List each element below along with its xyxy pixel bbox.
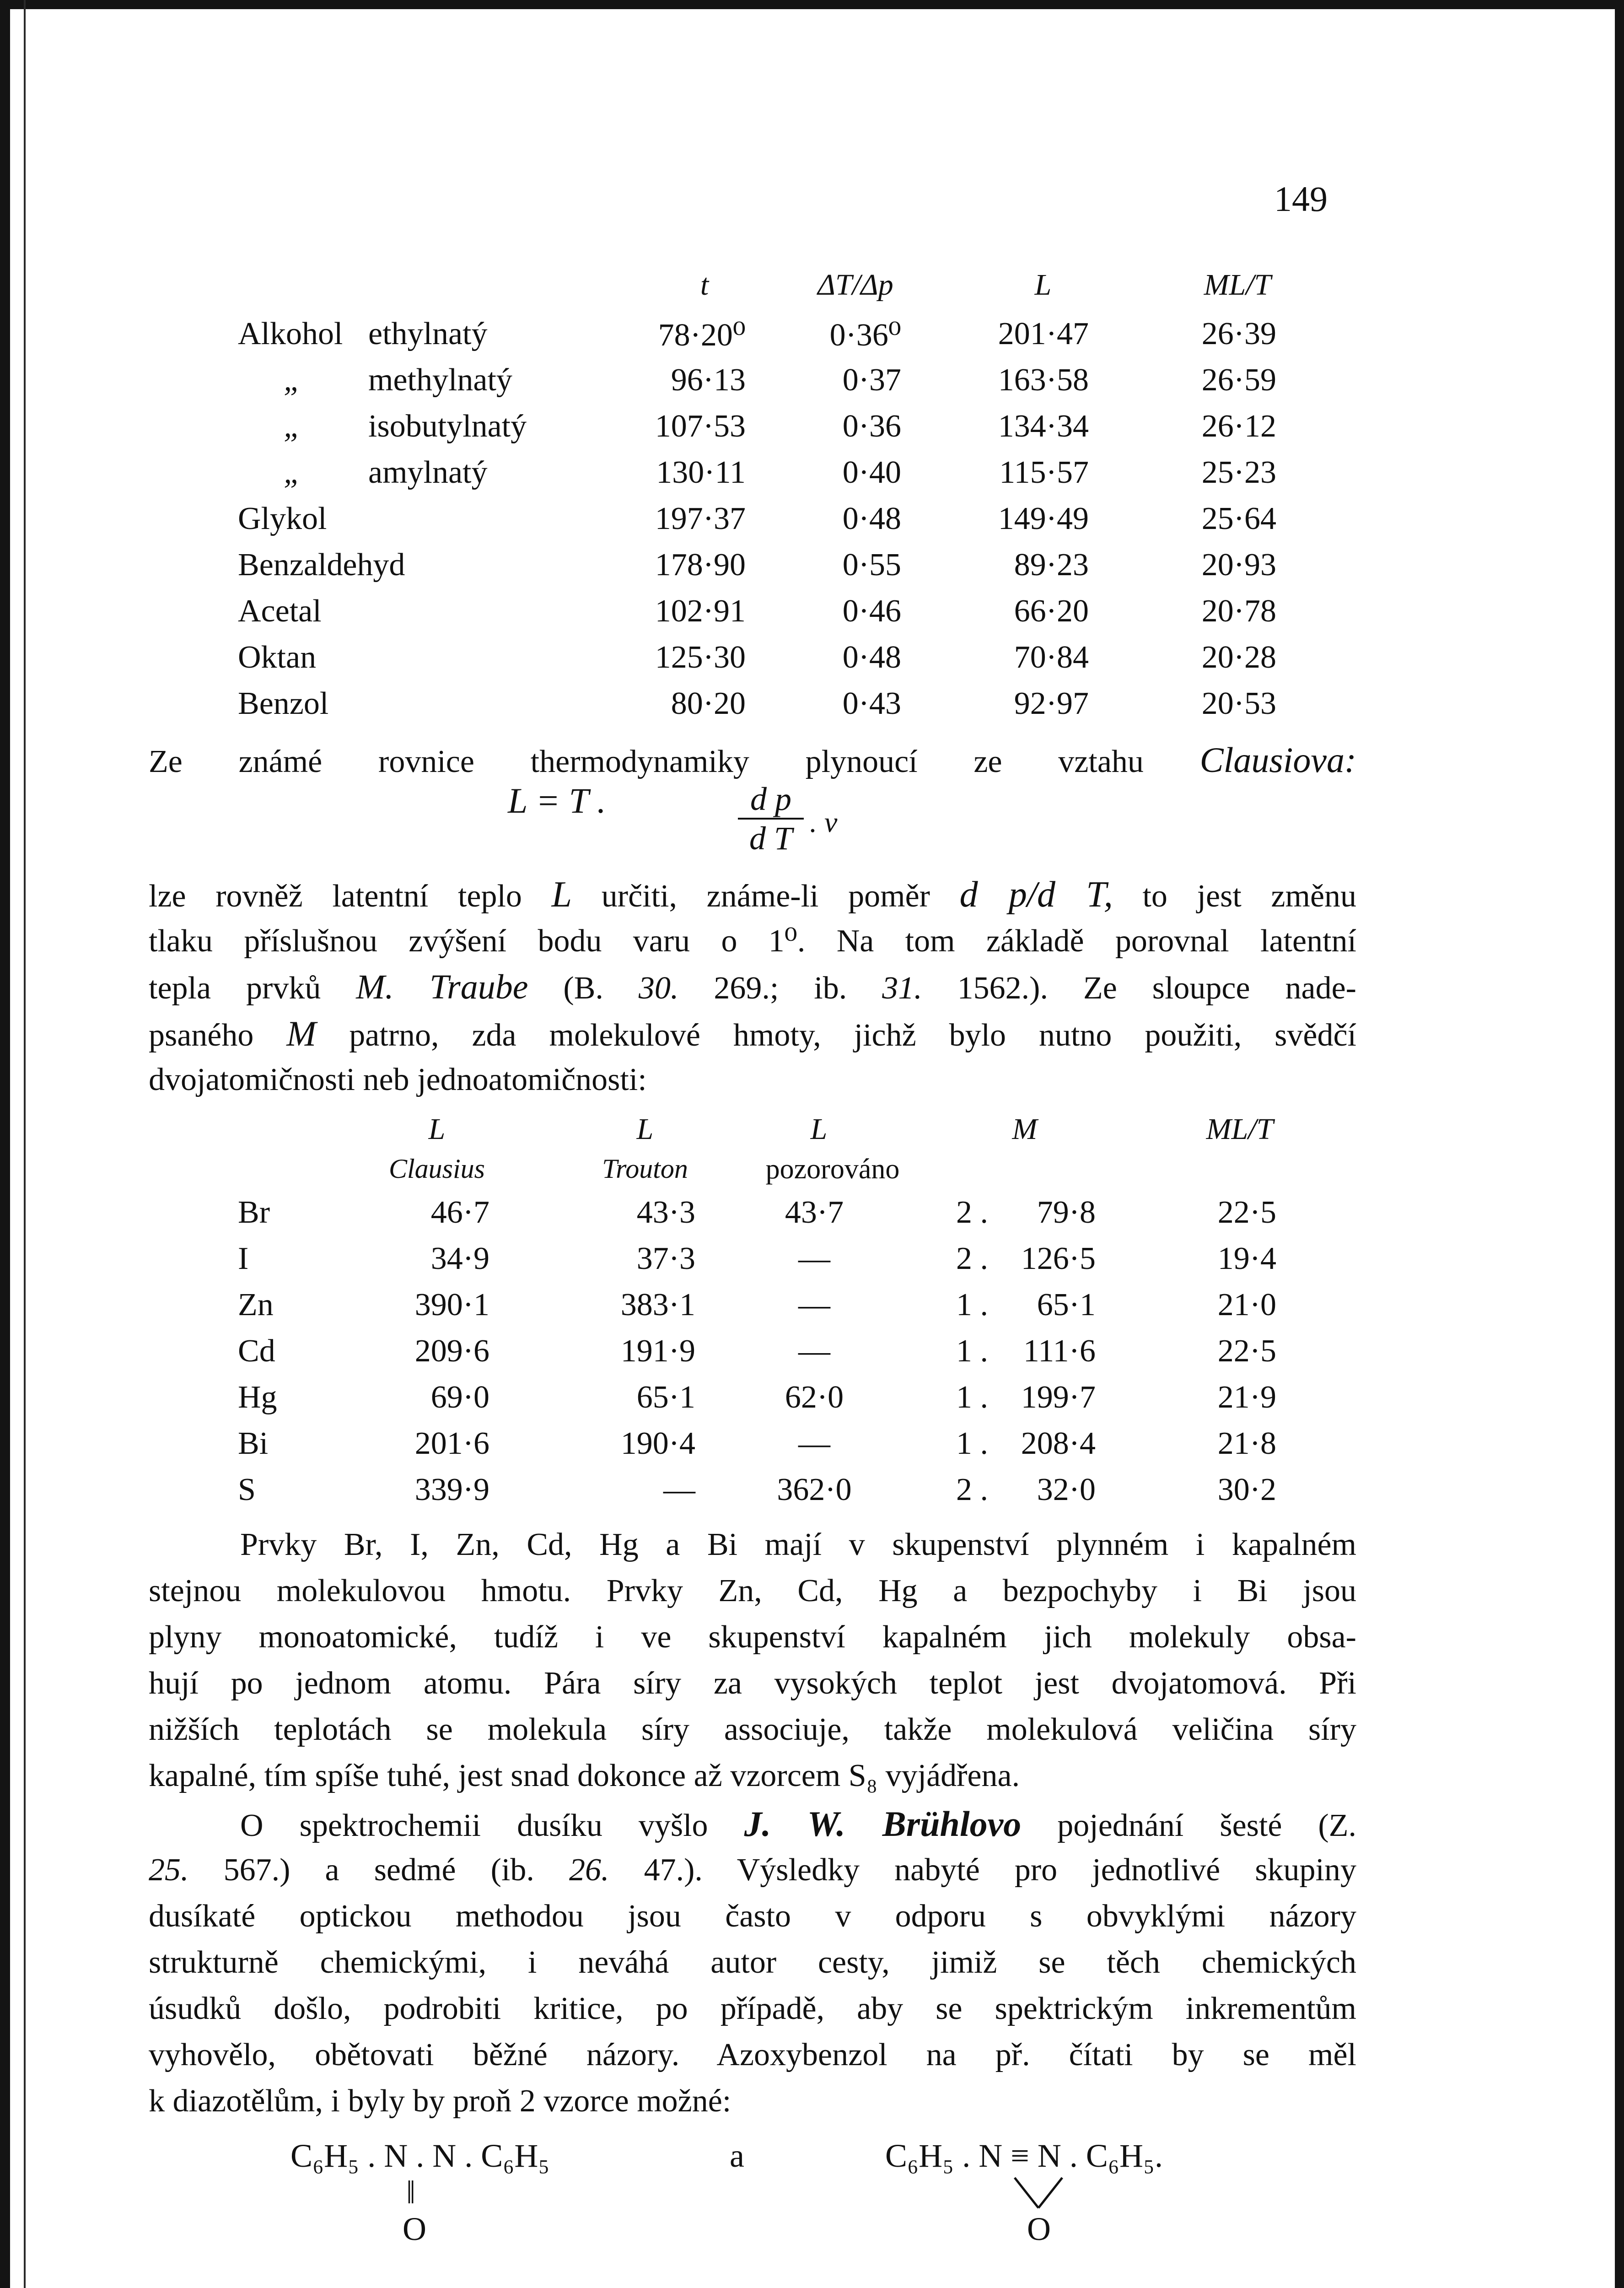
text-line [149, 1847, 1356, 1893]
cell-L: 89·23 [1014, 547, 1089, 583]
text-line [149, 1010, 1356, 1057]
text-line [149, 2032, 1356, 2078]
cell-t: 125·30 [655, 640, 746, 675]
oxygen-bridge-lines [1011, 2176, 1066, 2212]
subheader-observed: pozorováno [765, 1154, 900, 1185]
text-line [149, 872, 1356, 918]
cell-dt-dp: 0·40 [842, 455, 901, 490]
compound-name: Benzaldehyd [238, 547, 405, 583]
compound-variant: amylnatý [368, 455, 488, 490]
author-bruhl: J. W. Brühlovo [744, 1804, 1022, 1844]
symbol-L: L [551, 874, 572, 915]
text-run: 47.). Výsledky nabyté pro jednotlivé skupiny [609, 1852, 1357, 1888]
cell-observed: 62·0 [785, 1380, 844, 1415]
cell-trouton: 65·1 [636, 1380, 695, 1415]
col-header-ml-t: ML/T [1206, 1112, 1274, 1146]
text-run: pojednání šesté (Z. [1021, 1808, 1356, 1843]
cell-ml-t: 26·59 [1201, 362, 1276, 398]
cell-L: 70·84 [1014, 640, 1089, 675]
text-line [149, 1986, 1356, 2032]
cell-t: 102·91 [655, 594, 746, 629]
cell-atom-count: 2 . [956, 1195, 988, 1230]
text-line [149, 1801, 1356, 1847]
cell-atomic-weight: 79·8 [1037, 1195, 1096, 1230]
cell-ml-t: 20·28 [1201, 640, 1276, 675]
cell-dt-dp: 0·46 [842, 594, 901, 629]
cell-L: 163·58 [998, 362, 1089, 398]
col-header-L: L [1034, 268, 1052, 302]
subheader-clausius: Clausius [388, 1154, 485, 1184]
compound-variant: methylnatý [368, 362, 512, 398]
element-symbol: Cd [238, 1333, 275, 1369]
cell-clausius: 209·6 [414, 1333, 489, 1369]
text-line [149, 2078, 1356, 2124]
text-line: hují po jednom atomu. Pára síry za vysokých teplot jest dvojatomová. Při [149, 1666, 1356, 1701]
compound-variant: isobutylnatý [368, 409, 527, 444]
cell-ml-t: 30·2 [1217, 1472, 1276, 1507]
cell-dt-dp: 0·55 [842, 547, 901, 583]
cell-t: 178·90 [655, 547, 746, 583]
col-header-L-observed: L [810, 1112, 828, 1146]
subheader-trouton: Trouton [602, 1154, 688, 1184]
text-run: 567.) a sedmé (ib. [188, 1852, 569, 1888]
element-symbol: Br [238, 1195, 270, 1230]
cell-t: 96·13 [671, 362, 746, 398]
cell-ml-t: 26·12 [1201, 409, 1276, 444]
fraction-numerator: d p [750, 781, 791, 817]
cell-atomic-weight: 65·1 [1037, 1287, 1096, 1322]
formula-conjunction: a [730, 2137, 744, 2174]
cell-trouton: — [663, 1472, 695, 1507]
element-symbol: Zn [238, 1287, 274, 1322]
text-run: tlaku příslušnou zvýšení bodu varu o 1⁰. Na tom základě porovnal latentní [149, 923, 1356, 959]
cell-observed: 362·0 [777, 1472, 852, 1507]
cell-atom-count: 1 . [956, 1287, 988, 1322]
cell-t: 197·37 [655, 501, 746, 536]
col-header-L-trouton: L [636, 1112, 654, 1146]
scan-border-top [0, 0, 1624, 9]
latent-heat-table-body [0, 316, 1624, 728]
cell-clausius: 390·1 [414, 1287, 489, 1322]
cell-t: 107·53 [655, 409, 746, 444]
cell-trouton: 190·4 [620, 1426, 695, 1461]
text-line [149, 737, 1356, 783]
cell-dt-dp: 0·48 [842, 640, 901, 675]
col-header-t: t [700, 268, 709, 302]
fraction-denominator: d T [749, 820, 793, 857]
compound-name: „ [284, 409, 301, 444]
cell-atomic-weight: 111·6 [1023, 1333, 1096, 1369]
oxygen-left: O [403, 2211, 426, 2247]
element-symbol: S [238, 1472, 256, 1507]
cell-L: 66·20 [1014, 594, 1089, 629]
compound-name: Alkohol [238, 316, 343, 351]
azoxy-formula-left: C₆H₅ . N . N . C₆H₅ [290, 2137, 550, 2174]
cell-ml-t: 20·53 [1201, 686, 1276, 721]
oxygen-right: O [1027, 2211, 1051, 2247]
azoxy-formula-right: C₆H₅ . N ≡ N . C₆H₅. [885, 2137, 1163, 2174]
text-line [149, 964, 1356, 1010]
symbol-dp-dt: d p/d T, [959, 874, 1113, 915]
cell-L: 149·49 [998, 501, 1089, 536]
intro-text: Ze známé rovnice thermodynamiky plynoucí ze vztahu [149, 744, 1200, 779]
cell-ml-t: 19·4 [1217, 1241, 1276, 1276]
equation-rhs: . v [810, 806, 838, 838]
text-line: plyny monoatomické, tudíž i ve skupenství kapalném jich molekuly obsa- [149, 1619, 1356, 1655]
cell-atomic-weight: 199·7 [1021, 1380, 1096, 1415]
volume-number: 31. [882, 971, 922, 1006]
element-symbol: Bi [238, 1426, 269, 1461]
cell-t: 80·20 [671, 686, 746, 721]
text-line [149, 1057, 1356, 1103]
cell-trouton: 43·3 [636, 1195, 695, 1230]
compound-name: „ [284, 362, 301, 398]
text-run: 1562.). Ze sloupce nade- [922, 971, 1356, 1006]
paragraph-3 [149, 1801, 1356, 2124]
text-run: patrno, zda molekulové hmoty, jichž bylo nutno použiti, svědčí [316, 1018, 1356, 1053]
compound-variant: ethylnatý [368, 316, 488, 351]
cell-observed: 43·7 [785, 1195, 844, 1230]
cell-atom-count: 2 . [956, 1241, 988, 1276]
equation-fraction [734, 780, 807, 858]
cell-t: 78·20⁰ [658, 318, 746, 353]
volume-number: 26. [569, 1852, 609, 1888]
text-line [149, 918, 1356, 964]
text-run: to jest změnu [1113, 879, 1357, 914]
paragraph-2 [149, 1522, 1356, 1799]
cell-observed: — [798, 1287, 830, 1322]
text-line: nižších teplotách se molekula síry associuje, takže molekulová veličina síry [149, 1712, 1356, 1747]
cell-ml-t: 22·5 [1217, 1333, 1276, 1369]
text-line [149, 1939, 1356, 1986]
element-symbol: I [238, 1241, 249, 1276]
cell-observed: — [798, 1241, 830, 1276]
text-run: dusíkaté optickou methodou jsou často v odporu s obvyklými názory [149, 1899, 1356, 1934]
cell-clausius: 69·0 [430, 1380, 489, 1415]
text-run: 269.; ib. [678, 971, 882, 1006]
cell-clausius: 339·9 [414, 1472, 489, 1507]
clausius-name: Clausiova: [1199, 740, 1356, 780]
text-run: úsudků došlo, podrobiti kritice, po případě, aby se spektrickým inkrementům [149, 1991, 1356, 2026]
compound-name: Oktan [238, 640, 317, 675]
col-header-dt-dp: ΔT/Δp [817, 268, 893, 302]
cell-ml-t: 22·5 [1217, 1195, 1276, 1230]
author-traube: M. Traube [356, 968, 528, 1006]
text-run: vyhovělo, obětovati běžné názory. Azoxybenzol na př. čítati by se měl [149, 2037, 1356, 2072]
page-number: 149 [1274, 179, 1328, 219]
cell-ml-t: 21·9 [1217, 1380, 1276, 1415]
text-run: strukturně chemickými, i neváhá autor cesty, jimiž se těch chemických [149, 1945, 1356, 1980]
text-line [149, 1893, 1356, 1939]
cell-L: 201·47 [998, 316, 1089, 351]
cell-atom-count: 1 . [956, 1333, 988, 1369]
cell-atomic-weight: 208·4 [1021, 1426, 1096, 1461]
symbol-M: M [286, 1014, 317, 1053]
volume-number: 25. [149, 1852, 189, 1888]
compound-name: „ [284, 455, 301, 490]
cell-dt-dp: 0·37 [842, 362, 901, 398]
cell-observed: — [798, 1426, 830, 1461]
text-run: (B. [528, 971, 639, 1006]
col-header-M: M [1012, 1112, 1038, 1146]
cell-atomic-weight: 126·5 [1021, 1241, 1096, 1276]
text-run: psaného [149, 1018, 287, 1053]
cell-ml-t: 26·39 [1201, 316, 1276, 351]
cell-observed: — [798, 1333, 830, 1369]
cell-dt-dp: 0·36⁰ [829, 318, 901, 353]
intro-paragraph [149, 737, 1356, 783]
elements-table-body [0, 1194, 1624, 1524]
equation-lhs: L = T . [508, 781, 606, 820]
cell-clausius: 46·7 [430, 1195, 489, 1230]
cell-trouton: 37·3 [636, 1241, 695, 1276]
text-line: kapalné, tím spíše tuhé, jest snad dokonce až vzorcem S₈ vyjádřena. [149, 1758, 1020, 1793]
text-line: stejnou molekulovou hmotu. Prvky Zn, Cd, Hg a bezpochyby i Bi jsou [149, 1573, 1356, 1608]
cell-trouton: 191·9 [620, 1333, 695, 1369]
text-run: lze rovněž latentní teplo [149, 879, 552, 914]
compound-name: Benzol [238, 686, 329, 721]
cell-clausius: 201·6 [414, 1426, 489, 1461]
cell-L: 92·97 [1014, 686, 1089, 721]
cell-ml-t: 21·8 [1217, 1426, 1276, 1461]
cell-atom-count: 1 . [956, 1380, 988, 1415]
paragraph-1 [149, 872, 1356, 1103]
text-line: Prvky Br, I, Zn, Cd, Hg a Bi mají v skupenství plynném i kapalném [240, 1527, 1356, 1562]
cell-ml-t: 20·93 [1201, 547, 1276, 583]
cell-trouton: 383·1 [620, 1287, 695, 1322]
col-header-ml-t: ML/T [1204, 268, 1271, 302]
cell-clausius: 34·9 [430, 1241, 489, 1276]
cell-L: 134·34 [998, 409, 1089, 444]
cell-dt-dp: 0·36 [842, 409, 901, 444]
text-run: tepla prvků [149, 971, 356, 1006]
elements-table [0, 1112, 1624, 1208]
text-run: určiti, známe-li poměr [572, 879, 960, 914]
cell-ml-t: 21·0 [1217, 1287, 1276, 1322]
cell-t: 130·11 [656, 455, 746, 490]
text-run: dvojatomičnosti neb jednoatomičnosti: [149, 1062, 647, 1097]
cell-atom-count: 1 . [956, 1426, 988, 1461]
text-run: O spektrochemii dusíku vyšlo [240, 1808, 744, 1843]
compound-name: Acetal [238, 594, 322, 629]
cell-atomic-weight: 32·0 [1037, 1472, 1096, 1507]
cell-L: 115·57 [999, 455, 1089, 490]
cell-ml-t: 20·78 [1201, 594, 1276, 629]
text-run: k diazotělům, i byly by proň 2 vzorce možné: [149, 2083, 731, 2119]
double-bond-symbol: ‖ [406, 2174, 416, 2211]
volume-number: 30. [638, 971, 679, 1006]
cell-ml-t: 25·23 [1201, 455, 1276, 490]
cell-dt-dp: 0·43 [842, 686, 901, 721]
clausius-equation [508, 780, 606, 821]
col-header-L-clausius: L [428, 1112, 446, 1146]
cell-atom-count: 2 . [956, 1472, 988, 1507]
element-symbol: Hg [238, 1380, 277, 1415]
cell-ml-t: 25·64 [1201, 501, 1276, 536]
compound-name: Glykol [238, 501, 327, 536]
cell-dt-dp: 0·48 [842, 501, 901, 536]
